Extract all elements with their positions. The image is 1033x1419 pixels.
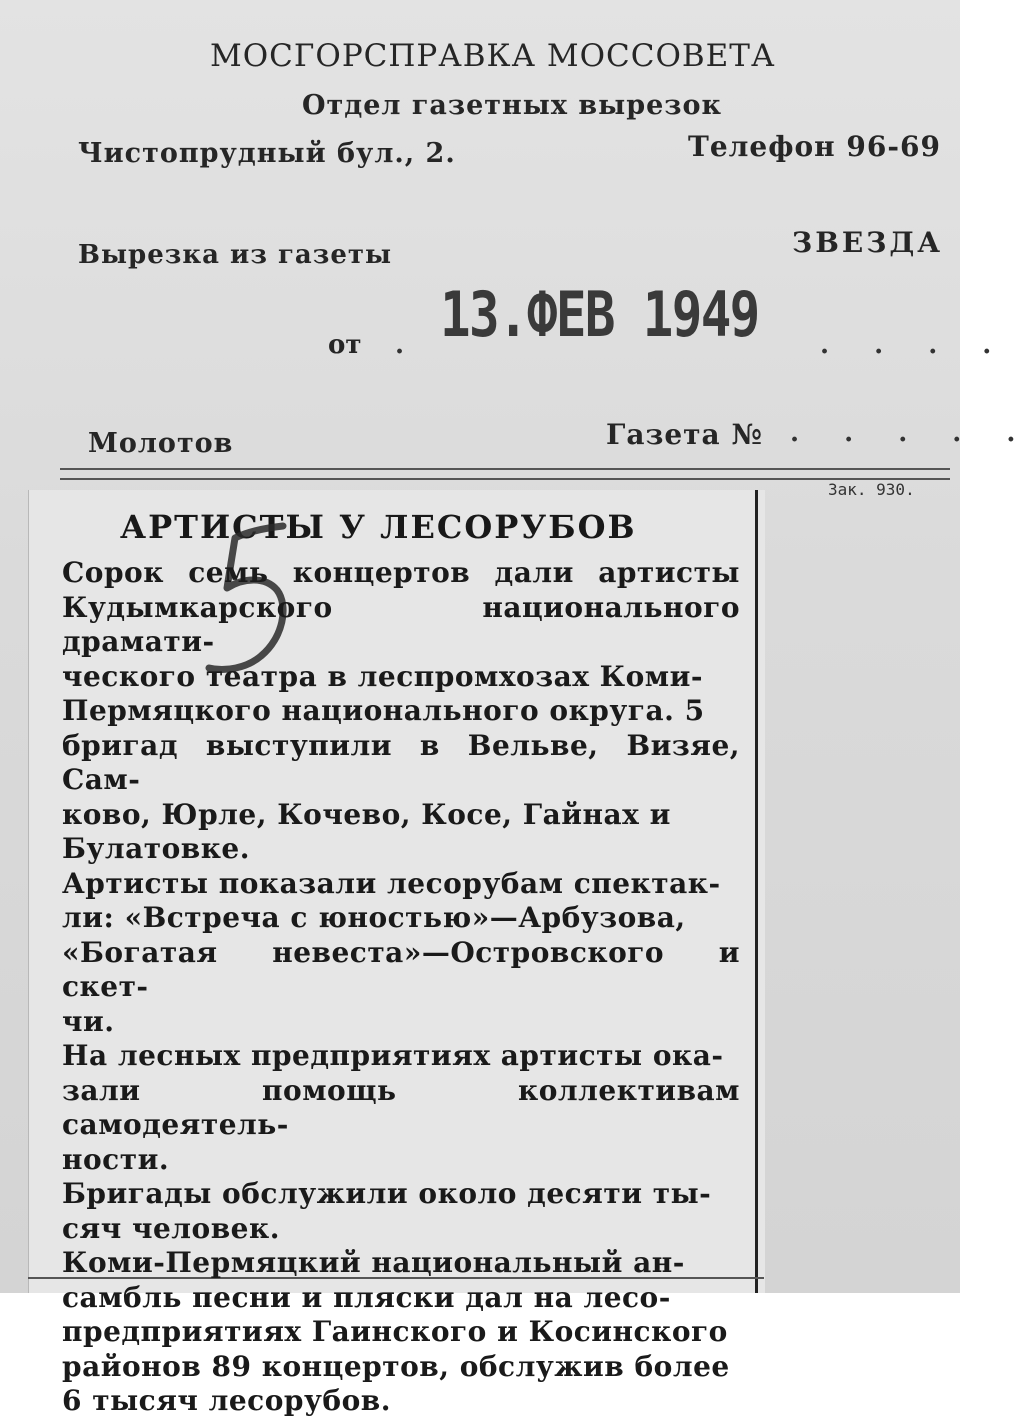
phone-text: Телефон 96-69 bbox=[688, 130, 941, 163]
newspaper-number-dots: . . . . . bbox=[790, 418, 1033, 448]
article-paragraph: На лесных предприятиях артисты ока- зали помощь коллективам самодеятель- ности. bbox=[62, 1039, 740, 1176]
organization-heading: МОСГОРСПРАВКА МОССОВЕТА bbox=[210, 38, 776, 74]
date-dots-right: . . . . bbox=[820, 330, 1010, 360]
newspaper-name: ЗВЕЗДА bbox=[792, 226, 944, 259]
article-paragraph: Сорок семь концертов дали артисты Кудымкарского национального драмати- ческого театра в леспромхозах Коми- Пермяцкого национального округа. 5 бригад выступили в Вельве, Визяе, Сам- ково, Юрле, Кочево, Косе, Гайнах и Булатовке. bbox=[62, 556, 740, 865]
article-paragraph: Коми-Пермяцкий национальный ан- самбль песни и пляски дал на лесо- предприятиях Гаинского и Косинского районов 89 концертов, обслужив более 6 тысяч лесорубов. bbox=[62, 1246, 730, 1417]
article-paragraph: Бригады обслужили около десяти ты- сяч человек. bbox=[62, 1177, 712, 1245]
address-text: Чистопрудный бул., 2. bbox=[78, 138, 456, 169]
article-title: АРТИСТЫ У ЛЕСОРУБОВ bbox=[120, 508, 637, 546]
clipping-from-label: Вырезка из газеты bbox=[78, 240, 393, 270]
article-body bbox=[62, 556, 740, 1419]
divider-line bbox=[60, 468, 950, 470]
department-subheading: Отдел газетных вырезок bbox=[302, 90, 722, 121]
newspaper-number-label: Газета № bbox=[606, 418, 763, 451]
date-stamp: 13.ФЕВ 1949 bbox=[440, 278, 759, 351]
divider-line-double bbox=[60, 478, 950, 480]
date-from-label: от bbox=[328, 330, 362, 360]
article-paragraph: Артисты показали лесорубам спектак- ли: «Встреча с юностью»—Арбузова, «Богатая невеста»—Островского и скет- чи. bbox=[62, 866, 740, 1038]
order-number: Зак. 930. bbox=[828, 480, 915, 499]
clipping-right-edge bbox=[755, 490, 758, 1293]
date-dots-left: . bbox=[395, 330, 423, 360]
city-text: Молотов bbox=[88, 428, 234, 459]
